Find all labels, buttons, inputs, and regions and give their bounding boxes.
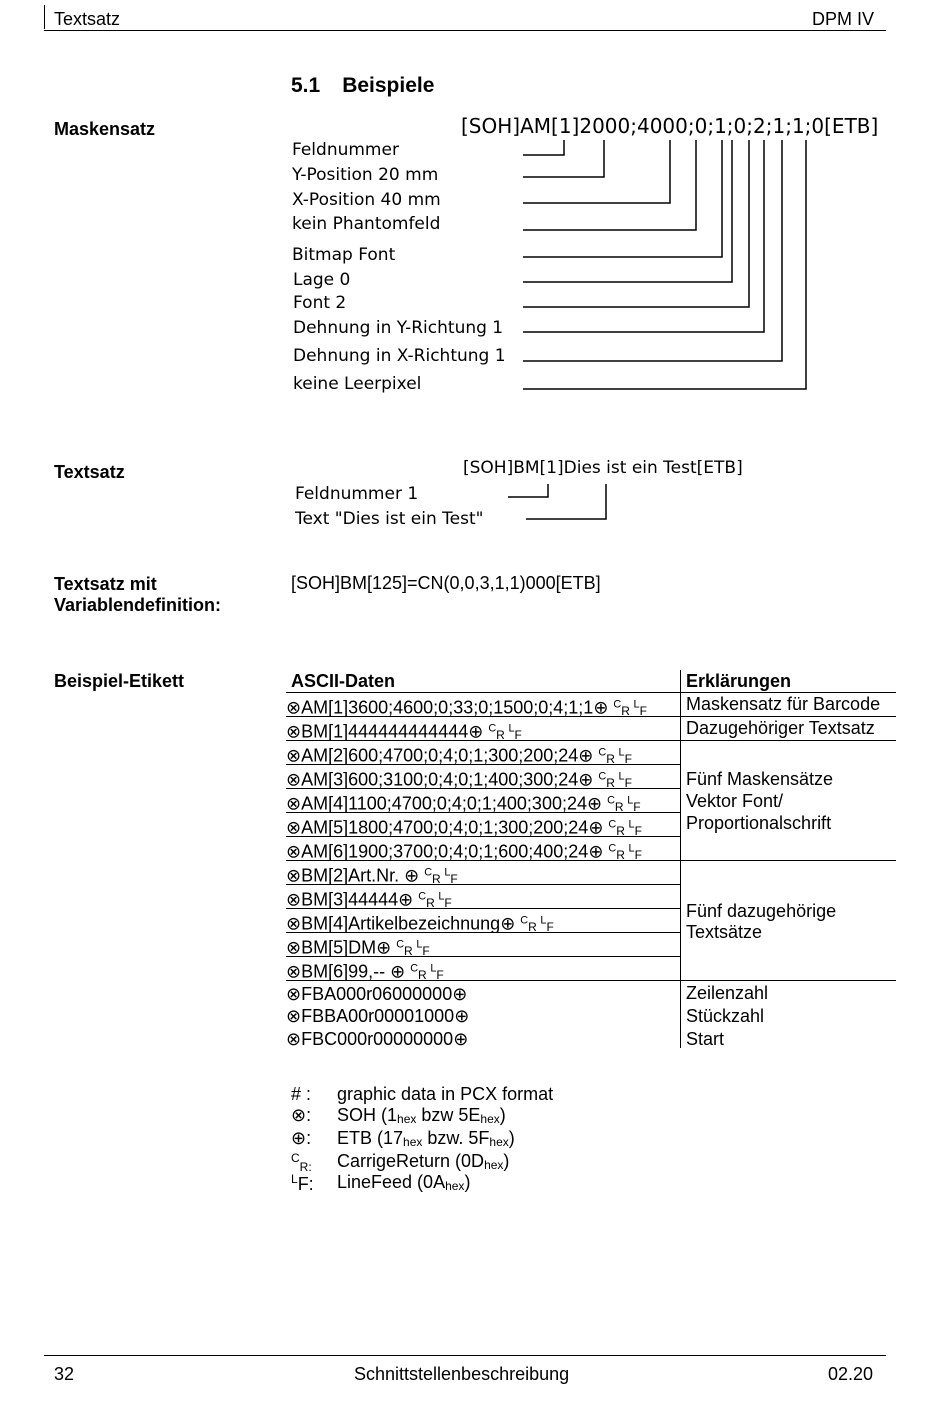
masken-field-1: Y-Position 20 mm bbox=[292, 165, 439, 185]
header-left-bar bbox=[44, 5, 45, 29]
legend-soh-symbol: ⊗: bbox=[291, 1105, 312, 1125]
crlf-marker: $^C_R$ $^L_F$ bbox=[598, 747, 632, 765]
row-data: ⊗BM[3]44444⊕ bbox=[286, 889, 414, 909]
table-row bbox=[286, 933, 680, 957]
masken-field-5: Lage 0 bbox=[293, 270, 351, 290]
table-row bbox=[286, 693, 680, 717]
crlf-marker: $^C_R$ $^L_F$ bbox=[607, 795, 641, 813]
section-title: Beispiele bbox=[342, 74, 435, 97]
crlf-marker: $^C_R$ $^L_F$ bbox=[598, 771, 632, 789]
section-number: 5.1 bbox=[291, 74, 321, 97]
legend-hash-symbol: # : bbox=[291, 1084, 312, 1104]
row-data: ⊗FBC000r00000000⊕ bbox=[286, 1029, 469, 1049]
table-row bbox=[286, 717, 680, 741]
row-data: ⊗FBA000r06000000⊕ bbox=[286, 984, 468, 1004]
text-field-1: Text "Dies ist ein Test" bbox=[295, 509, 484, 529]
text-field-0: Feldnummer 1 bbox=[295, 484, 419, 504]
legend-etb-symbol: ⊕: bbox=[291, 1128, 312, 1148]
footer-page-number: 32 bbox=[54, 1364, 75, 1384]
table-row bbox=[286, 1027, 680, 1051]
label-maskensatz: Maskensatz bbox=[54, 119, 156, 139]
row-data: ⊗BM[5]DM⊕ bbox=[286, 937, 392, 957]
row-data: ⊗AM[6]1900;3700;0;4;0;1;600;400;24⊕ bbox=[286, 841, 604, 861]
crlf-marker: $^C_R$ $^L_F$ bbox=[608, 843, 642, 861]
legend-cr-text: CarrigeReturn $(0D_{hex})$ bbox=[337, 1151, 510, 1172]
expl-textsaetze-1: Fünf dazugehörige bbox=[686, 901, 837, 921]
table-row bbox=[286, 982, 680, 1006]
row-data: ⊗BM[4]Artikelbezeichnung⊕ bbox=[286, 913, 516, 933]
table-row bbox=[286, 1004, 680, 1028]
table-row bbox=[286, 861, 680, 885]
expl-maskensaetze-2: Vektor Font/ bbox=[686, 791, 784, 811]
table-row bbox=[286, 885, 680, 909]
expl-maskensaetze-1: Fünf Maskensätze bbox=[686, 769, 834, 789]
crlf-marker: $^C_R$ $^L_F$ bbox=[410, 963, 444, 981]
expl-start: Start bbox=[686, 1029, 725, 1049]
table-header-expl: Erklärungen bbox=[686, 671, 792, 691]
row-data: ⊗AM[4]1100;4700;0;4;0;1;400;300;24⊕ bbox=[286, 793, 603, 813]
label-beispiel-etikett: Beispiel-Etikett bbox=[54, 671, 185, 691]
masken-field-8: Dehnung in X-Richtung 1 bbox=[293, 346, 506, 366]
label-textsatz: Textsatz bbox=[54, 462, 125, 482]
crlf-marker: $^C_R$ $^L_F$ bbox=[608, 819, 642, 837]
legend-soh-text: SOH ($1_{hex}$ bzw $5E_{hex}$) bbox=[337, 1105, 506, 1126]
masken-field-6: Font 2 bbox=[293, 293, 347, 313]
footer-rule bbox=[44, 1355, 886, 1356]
masken-field-7: Dehnung in Y-Richtung 1 bbox=[293, 318, 504, 338]
row-data: ⊗AM[5]1800;4700;0;4;0;1;300;200;24⊕ bbox=[286, 817, 604, 837]
table-column-divider bbox=[680, 670, 681, 1048]
expl-textsaetze-2: Textsätze bbox=[686, 922, 763, 942]
legend-lf-text: LineFeed $(0A_{hex})$ bbox=[337, 1172, 471, 1193]
footer-center-text: Schnittstellenbeschreibung bbox=[354, 1364, 570, 1384]
row-data: ⊗AM[2]600;4700;0;4;0;1;300;200;24⊕ bbox=[286, 745, 594, 765]
masken-field-3: kein Phantomfeld bbox=[292, 214, 441, 234]
row-data: ⊗FBBA00r00001000⊕ bbox=[286, 1006, 470, 1026]
text-command: [SOH]BM[1]Dies ist ein Test[ETB] bbox=[463, 458, 743, 478]
table-row bbox=[286, 909, 680, 933]
masken-field-2: X-Position 40 mm bbox=[292, 190, 441, 210]
footer-date: 02.20 bbox=[828, 1364, 874, 1384]
expl-maskensatz-barcode: Maskensatz für Barcode bbox=[686, 694, 881, 714]
masken-field-4: Bitmap Font bbox=[292, 245, 396, 265]
crlf-marker: $^C_R$ $^L_F$ bbox=[396, 939, 430, 957]
crlf-marker: $^C_R$ $^L_F$ bbox=[488, 723, 522, 741]
table-row bbox=[286, 957, 680, 981]
table-row bbox=[286, 789, 680, 813]
legend-cr-symbol: $^C_{R:}$ bbox=[291, 1151, 312, 1174]
crlf-marker: $^C_R$ $^L_F$ bbox=[418, 891, 452, 909]
expl-zeilenzahl: Zeilenzahl bbox=[686, 983, 769, 1003]
crlf-marker: $^C_R$ $^L_F$ bbox=[613, 699, 647, 717]
header-rule bbox=[44, 30, 886, 31]
crlf-marker: $^C_R$ $^L_F$ bbox=[520, 915, 554, 933]
table-row bbox=[286, 765, 680, 789]
legend-lf-symbol: $^L$F: bbox=[291, 1172, 314, 1194]
row-data: ⊗BM[1]444444444444⊕ bbox=[286, 721, 484, 741]
masken-field-9: keine Leerpixel bbox=[293, 374, 422, 394]
label-variablendefinition: Variablendefinition: bbox=[54, 595, 222, 615]
header-left-text: Textsatz bbox=[54, 9, 121, 29]
expl-stueckzahl: Stückzahl bbox=[686, 1006, 765, 1026]
masken-command: [SOH]AM[1]2000;4000;0;1;0;2;1;1;0[ETB] bbox=[461, 114, 879, 138]
masken-field-0: Feldnummer bbox=[292, 140, 399, 160]
table-row bbox=[286, 741, 680, 765]
variablen-command: [SOH]BM[125]=CN(0,0,3,1,1)000[ETB] bbox=[291, 573, 601, 593]
row-data: ⊗BM[6]99,-- ⊕ bbox=[286, 961, 406, 981]
label-textsatz-mit: Textsatz mit bbox=[54, 574, 157, 594]
row-data: ⊗AM[3]600;3100;0;4;0;1;400;300;24⊕ bbox=[286, 769, 594, 789]
legend-hash-text: graphic data in PCX format bbox=[337, 1084, 554, 1104]
row-data: ⊗AM[1]3600;4600;0;33;0;1500;0;4;1;1⊕ bbox=[286, 697, 609, 717]
table-row bbox=[286, 813, 680, 837]
legend-etb-text: ETB ($17_{hex}$ bzw. $5F_{hex}$) bbox=[337, 1128, 515, 1149]
expl-textsatz: Dazugehöriger Textsatz bbox=[686, 718, 875, 738]
crlf-marker: $^C_R$ $^L_F$ bbox=[424, 867, 458, 885]
row-data: ⊗BM[2]Art.Nr. ⊕ bbox=[286, 865, 420, 885]
table-header-data: ASCII-Daten bbox=[291, 671, 396, 691]
section-heading bbox=[291, 74, 434, 98]
expl-maskensaetze-3: Proportionalschrift bbox=[686, 813, 832, 833]
table-row bbox=[286, 837, 680, 861]
header-right-text: DPM IV bbox=[812, 9, 875, 29]
